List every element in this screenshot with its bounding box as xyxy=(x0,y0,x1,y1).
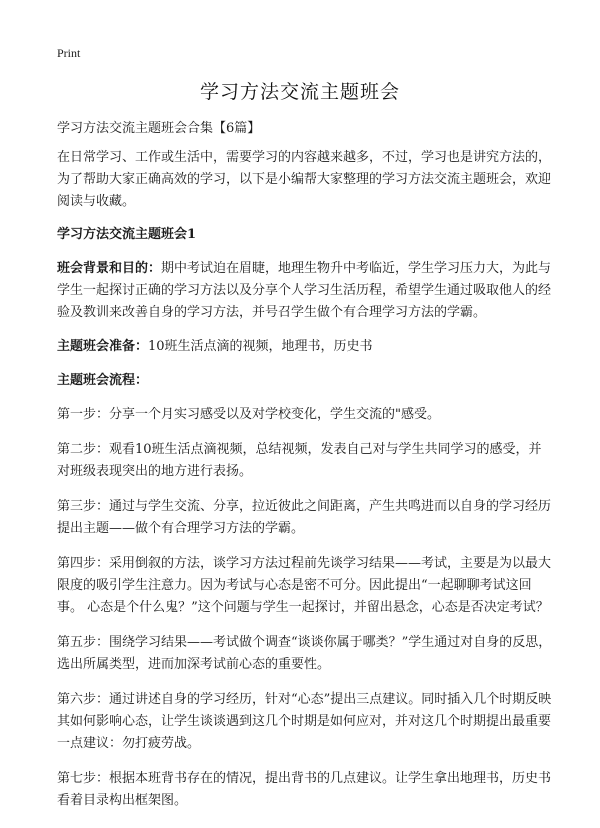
step-2: 第二步：观看10班生活点滴视频，总结视频，发表自己对与学生共同学习的感受，并对班级表现突出的地方进行表扬。 xyxy=(57,442,542,479)
background-paragraph xyxy=(57,258,553,324)
background-text: 期中考试迫在眉睫，地理生物升中考临近，学生学习压力大，为此与学生一起探讨正确的学习方法以及分享个人学习生活历程，希望学生通过吸取他人的经验及教训来改善自身的学习方法，并号召学生做个有合理学习方法的学霸。 xyxy=(57,261,552,320)
document-body xyxy=(57,118,553,825)
page-title: 学习方法交流主题班会 xyxy=(199,81,400,103)
preparation-paragraph xyxy=(57,336,553,358)
step-1: 第一步：分享一个月实习感受以及对学校变化，学生交流的"感受。 xyxy=(57,407,440,422)
preparation-text: 10班生活点滴的视频，地理书，历史书 xyxy=(148,339,373,354)
intro-paragraph: 在日常学习、工作或生活中，需要学习的内容越来越多，不过，学习也是讲究方法的，为了帮助大家正确高效的学习，以下是小编帮大家整理的学习方法交流主题班会，欢迎阅读与收藏。 xyxy=(57,150,552,209)
step-7: 第七步：根据本班背书存在的情况，提出背书的几点建议。让学生拿出地理书，历史书看着目录构出框架图。 xyxy=(57,771,552,808)
background-label: 班会背景和目的： xyxy=(57,261,162,276)
section-heading: 学习方法交流主题班会1 xyxy=(57,227,197,242)
preparation-label: 主题班会准备： xyxy=(57,339,149,354)
process-heading: 主题班会流程： xyxy=(57,373,149,388)
step-4: 第四步：采用倒叙的方法，谈学习方法过程前先谈学习结果——考试，主要是为以最大限度的吸引学生注意力。因为考试与心态是密不可分。因此提出“一起聊聊考试这回事。 心态是个什么鬼？”这个问题与学生一起探讨，并留出悬念，心态是否决定考试？ xyxy=(57,556,552,615)
step-3: 第三步：通过与学生交流、分享，拉近彼此之间距离，产生共鸣进而以自身的学习经历提出主题——做个有合理学习方法的学霸。 xyxy=(57,499,552,536)
step-5: 第五步：围绕学习结果——考试做个调查“谈谈你属于哪类？”学生通过对自身的反思，选出所属类型，进而加深考试前心态的重要性。 xyxy=(57,635,552,672)
document-subtitle: 学习方法交流主题班会合集【6篇】 xyxy=(57,121,261,136)
print-label: Print xyxy=(57,46,81,60)
step-6: 第六步：通过讲述自身的学习经历，针对“心态”提出三点建议。同时插入几个时期反映其如何影响心态，让学生谈谈遇到这几个时期是如何应对，并对这几个时期提出最重要一点建议：勿打疲劳战。 xyxy=(57,692,552,751)
